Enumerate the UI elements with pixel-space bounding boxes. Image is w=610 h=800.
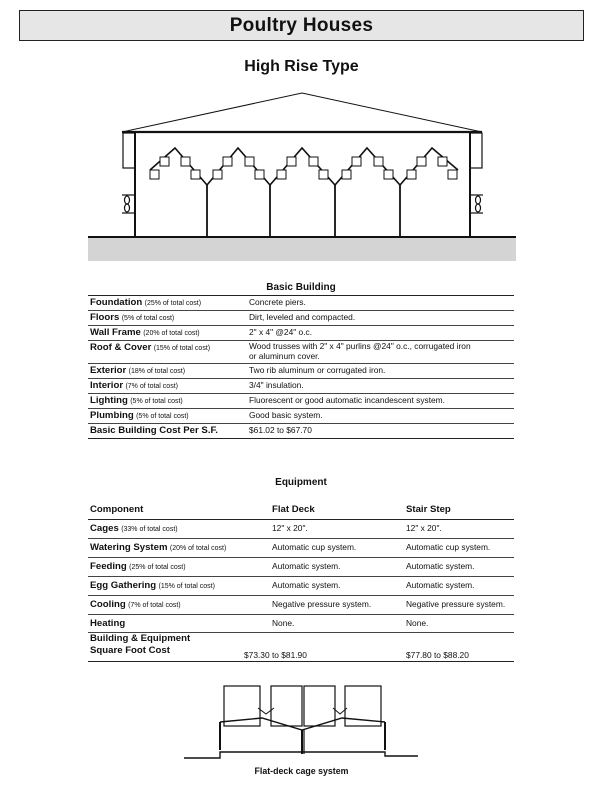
table-row [88,326,514,341]
row-label-cell [88,296,247,311]
row-percent: (20% of total cost) [169,545,227,552]
row-percent: (7% of total cost) [128,602,181,609]
row-value-continued: or aluminum cover. [249,351,320,361]
column-header-stair-step: Stair Step [404,502,514,520]
table-row [88,296,514,311]
row-value-cell [247,424,514,439]
row-value: Concrete piers. [249,297,306,307]
high-rise-building-illustration [0,85,610,270]
row-value-cell [247,394,514,409]
column-header-flat-deck: Flat Deck [270,502,404,520]
row-label: Heating [90,618,126,629]
row-value-cell [247,364,514,379]
table-row [88,394,514,409]
row-value: Dirt, leveled and compacted. [249,312,356,322]
table-row [88,341,514,364]
flat-deck-cell: Automatic cup system. [270,539,404,558]
page-subtitle: High Rise Type [244,58,359,75]
flat-deck-total [244,633,404,662]
row-value: Two rib aluminum or corrugated iron. [249,365,386,375]
row-percent: (7% of total cost) [125,383,178,390]
flat-deck-total-value: $73.30 to $81.90 [244,650,307,660]
row-value: $61.02 to $67.70 [249,425,312,435]
stair-step-cell: Negative pressure system. [404,596,514,615]
stair-step-cell: Automatic system. [404,558,514,577]
title-banner [19,10,584,41]
flat-deck-cage-illustration [0,680,610,765]
row-label-cell [88,424,247,439]
table-row [88,558,514,577]
table-row [88,311,514,326]
equipment-heading: Equipment [275,477,327,488]
table-row [88,596,514,615]
row-label: Basic Building Cost Per S.F. [90,425,218,436]
row-value-cell [247,409,514,424]
table-row [88,577,514,596]
flat-deck-cell: 12" x 20". [270,520,404,539]
page-title: Poultry Houses [229,14,374,36]
total-label-line1: Building & Equipment [90,633,191,644]
row-percent: (15% of total cost) [158,583,215,590]
row-label-cell [88,364,247,379]
row-value: Fluorescent or good automatic incandescent system. [249,395,445,405]
total-cost-row [88,633,514,662]
row-percent: (5% of total cost) [121,315,175,322]
row-label: Feeding [90,561,127,572]
row-label: Cooling [90,599,126,610]
row-label-cell [88,394,247,409]
equipment-table [88,502,514,662]
row-label: Watering System [90,542,168,553]
stair-step-cell: Automatic system. [404,577,514,596]
row-value: 2" x 4" @24" o.c. [249,327,313,337]
row-label-cell [88,577,270,596]
table-row [88,424,514,439]
flat-deck-cell: Automatic system. [270,577,404,596]
row-value-cell [247,296,514,311]
row-percent: (20% of total cost) [143,330,200,337]
flat-deck-cell: Negative pressure system. [270,596,404,615]
row-value-cell [247,326,514,341]
row-label: Wall Frame [90,327,141,338]
row-percent: (15% of total cost) [153,345,211,352]
row-percent: (5% of total cost) [136,413,189,420]
row-value: 3/4" insulation. [249,380,304,390]
row-value-cell [247,341,514,364]
row-label-cell [88,409,247,424]
row-label-cell [88,539,270,558]
row-label-cell [88,633,270,662]
row-value: Wood trusses with 2" x 4" purlins @24" o.c., corrugated iron [249,341,471,351]
row-label-cell [88,596,270,615]
row-percent: (5% of total cost) [130,398,183,405]
row-label: Exterior [90,365,127,376]
table-row [88,539,514,558]
row-percent: (25% of total cost) [144,300,202,307]
row-percent: (25% of total cost) [129,564,186,571]
row-label: Plumbing [90,410,134,421]
row-label-cell [88,326,247,341]
row-label-cell [88,558,270,577]
row-label-cell [88,341,247,364]
table-row [88,520,514,539]
row-percent: (33% of total cost) [121,526,178,533]
flat-deck-cell: None. [270,615,404,633]
stair-step-total: $77.80 to $88.20 [404,633,514,662]
total-label-line2: Square Foot Cost [90,645,170,656]
column-header-component: Component [88,502,270,520]
flat-deck-cell: Automatic system. [270,558,404,577]
row-value-cell [247,311,514,326]
table-row [88,409,514,424]
row-value-cell [247,379,514,394]
row-label: Cages [90,523,119,534]
illustration-caption: Flat-deck cage system [254,766,349,776]
basic-building-heading: Basic Building [266,282,336,293]
row-label: Foundation [90,297,143,308]
row-label: Floors [90,312,120,323]
row-percent: (18% of total cost) [128,368,186,375]
row-label: Interior [90,380,124,391]
table-row [88,615,514,633]
table-row [88,379,514,394]
row-label: Lighting [90,395,128,406]
row-label-cell [88,311,247,326]
row-label-cell [88,379,247,394]
row-value: Good basic system. [249,410,323,420]
stair-step-cell: Automatic cup system. [404,539,514,558]
table-row [88,364,514,379]
row-label: Egg Gathering [90,580,157,591]
row-label: Roof & Cover [90,342,152,353]
table-header-row [88,502,514,520]
stair-step-cell: 12" x 20". [404,520,514,539]
stair-step-cell: None. [404,615,514,633]
basic-building-table [88,295,514,439]
row-label-cell [88,615,270,633]
row-label-cell [88,520,270,539]
